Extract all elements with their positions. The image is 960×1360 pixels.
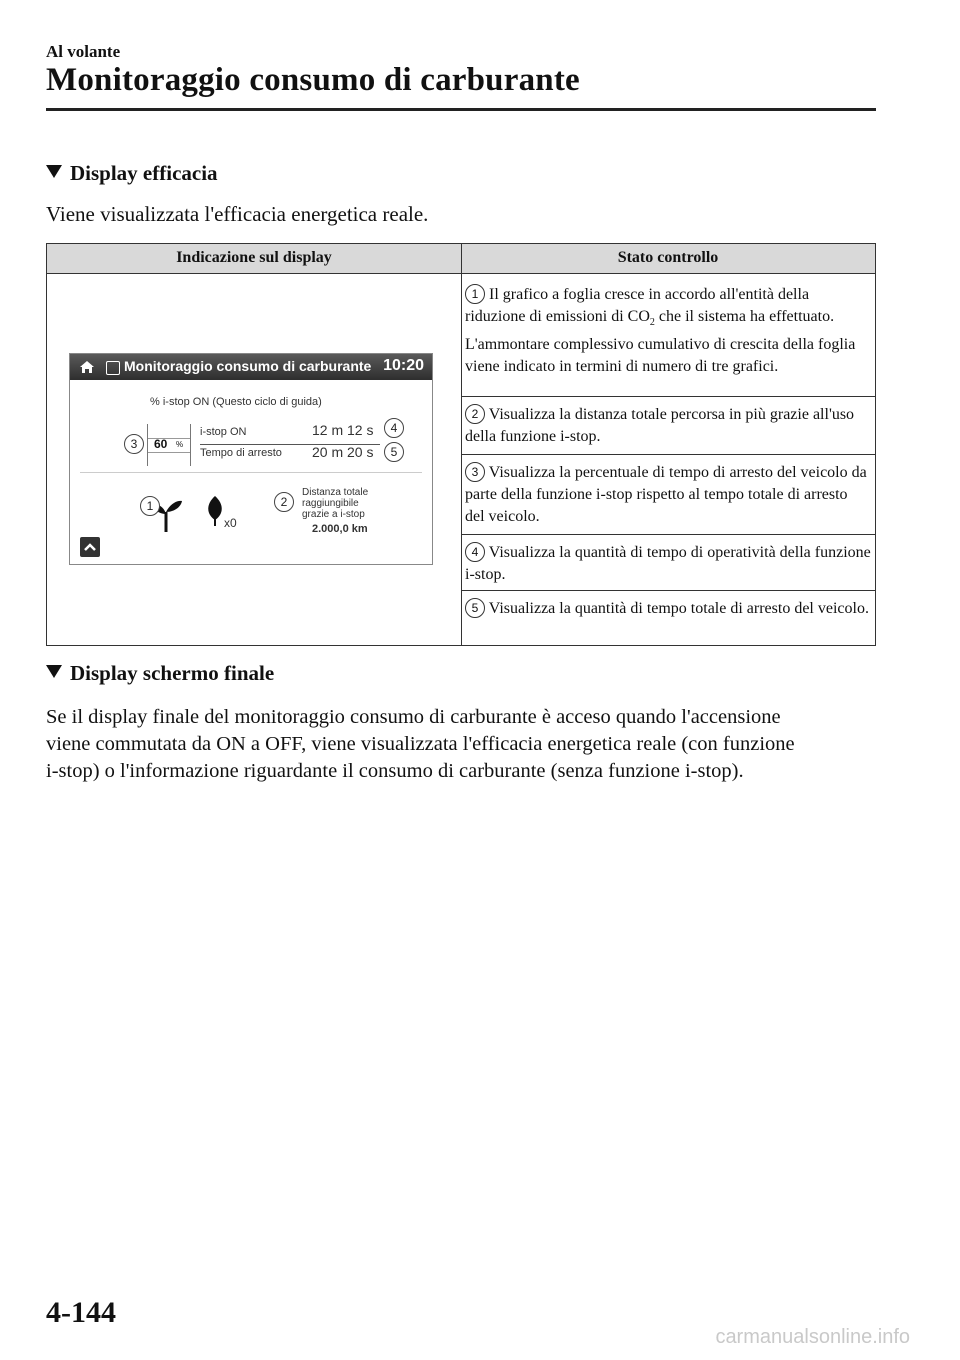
header-col-state: Stato controllo xyxy=(617,249,719,266)
watermark: carmanualsonline.info xyxy=(715,1326,910,1348)
istop-value: 12 m 12 s xyxy=(312,422,374,438)
callout-4: 4 xyxy=(384,418,404,438)
row-divider xyxy=(461,396,875,397)
callout-3: 3 xyxy=(124,434,144,454)
table-row xyxy=(465,542,871,586)
row-text: Il grafico a foglia cresce in accordo all'entità della riduzione di emissioni di CO xyxy=(465,286,810,325)
callout-1: 1 xyxy=(140,496,160,516)
back-button[interactable] xyxy=(80,537,100,557)
row-text: Visualizza la distanza totale percorsa in più grazie all'uso della funzione i-stop. xyxy=(465,406,855,445)
stop-value: 20 m 20 s xyxy=(312,444,374,460)
callout-5: 5 xyxy=(384,442,404,462)
triangle-icon xyxy=(46,665,62,678)
meter-line xyxy=(148,452,190,453)
distance-label xyxy=(302,487,368,520)
home-icon xyxy=(79,359,95,375)
title-rule xyxy=(46,108,876,111)
paragraph-line: Se il display finale del monitoraggio consumo di carburante è acceso quando l'accensione xyxy=(46,706,781,728)
header-col-display: Indicazione sul display xyxy=(176,249,332,266)
distance-label-line: raggiungibile xyxy=(302,498,359,509)
row-number: 1 xyxy=(465,284,485,304)
triangle-icon xyxy=(46,165,62,178)
intro-paragraph: Viene visualizzata l'efficacia energetica reale. xyxy=(46,202,429,226)
row-divider xyxy=(461,534,875,535)
row-number: 5 xyxy=(465,598,485,618)
percent-meter xyxy=(147,424,191,466)
clock: 10:20 xyxy=(383,357,424,374)
page-number: 4-144 xyxy=(46,1296,116,1329)
leaf-count: x0 xyxy=(224,516,237,530)
distance-label-line: grazie a i-stop xyxy=(302,509,365,520)
percent-unit: % xyxy=(176,440,184,449)
screen-title: Monitoraggio consumo di carburante xyxy=(124,358,372,374)
heading-text: Display schermo finale xyxy=(70,661,275,685)
callout-2: 2 xyxy=(274,492,294,512)
page-title: Monitoraggio consumo di carburante xyxy=(46,62,580,98)
distance-value: 2.000,0 km xyxy=(312,523,368,535)
row-number: 3 xyxy=(465,462,485,482)
column-divider xyxy=(461,244,462,645)
table-row xyxy=(465,404,871,448)
row-number: 2 xyxy=(465,404,485,424)
table-row xyxy=(465,598,871,620)
percent-value: 60 xyxy=(154,437,168,451)
chevron-up-icon xyxy=(80,537,100,557)
row-divider xyxy=(461,590,875,591)
screen-separator xyxy=(80,472,422,473)
heading-text: Display efficacia xyxy=(70,161,218,185)
distance-label-line: Distanza totale xyxy=(302,487,369,498)
istop-label: i-stop ON xyxy=(200,426,247,438)
screen-topbar xyxy=(70,354,432,380)
row-subscript: 2 xyxy=(649,317,655,329)
leaf-icon xyxy=(204,494,226,526)
row-text: Visualizza la quantità di tempo di operatività della funzione i-stop. xyxy=(465,544,871,583)
info-table xyxy=(46,243,876,646)
section-heading-schermo-finale xyxy=(46,661,274,686)
fuel-monitor-icon xyxy=(106,361,120,375)
paragraph-line: viene commutata da ON a OFF, viene visualizzata l'efficacia energetica reale (con funzione xyxy=(46,733,795,755)
row-text: che il sistema ha effettuato. L'ammontare complessivo cumulativo di crescita della foglia viene indicato in termini di numero di tre grafici. xyxy=(465,308,856,376)
row-text: Visualizza la percentuale di tempo di arresto del veicolo da parte della funzione i-stop rispetto al tempo totale di arresto del veicolo. xyxy=(465,464,867,525)
section-label: Al volante xyxy=(46,42,121,61)
row-text: Visualizza la quantità di tempo totale di arresto del veicolo. xyxy=(488,600,869,617)
paragraph-line: i-stop) o l'informazione riguardante il consumo di carburante (senza funzione i-stop). xyxy=(46,760,744,782)
display-screen xyxy=(69,353,433,565)
final-paragraph xyxy=(46,704,795,785)
row-divider xyxy=(461,454,875,455)
table-row xyxy=(465,462,871,528)
stop-label: Tempo di arresto xyxy=(200,447,282,459)
section-heading-efficacia xyxy=(46,161,218,186)
screen-subtitle: % i-stop ON (Questo ciclo di guida) xyxy=(150,396,322,408)
row-number: 4 xyxy=(465,542,485,562)
table-row xyxy=(465,284,871,378)
